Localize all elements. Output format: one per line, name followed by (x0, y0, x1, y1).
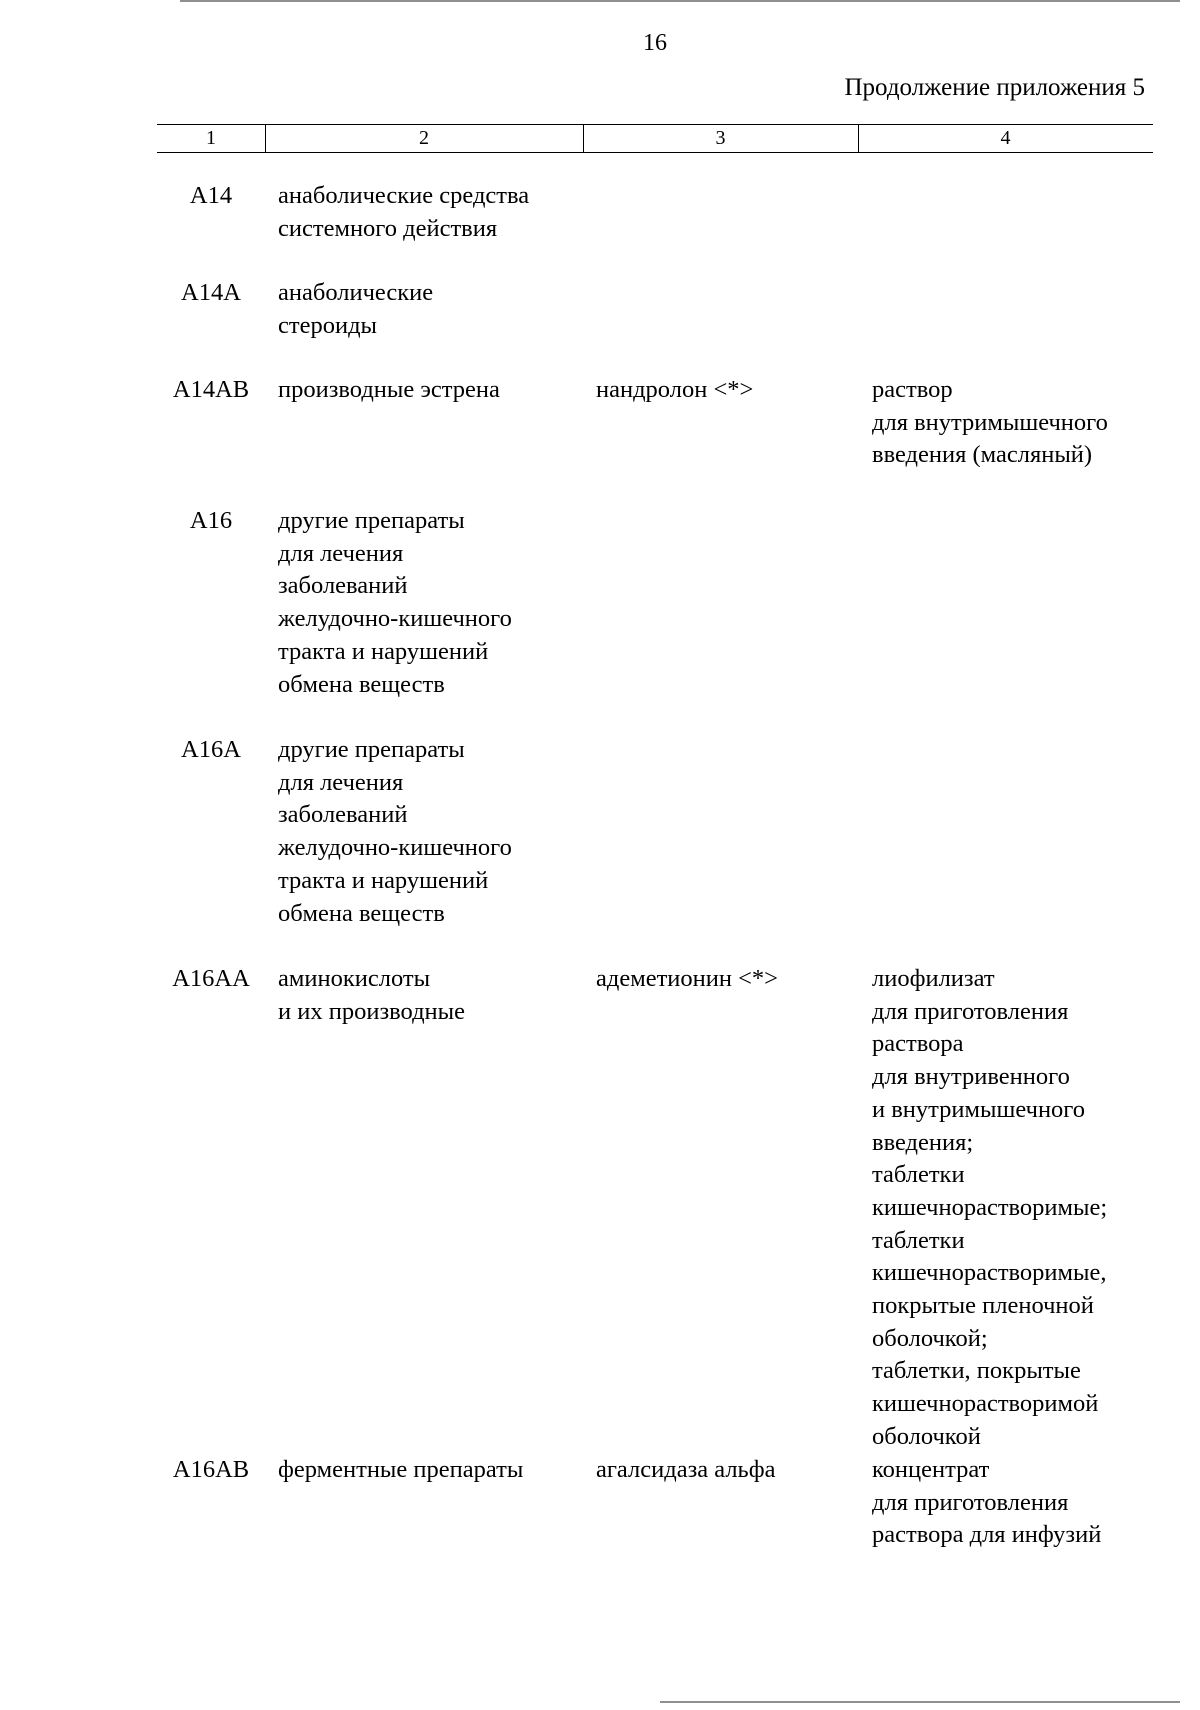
header-col-1: 1 (206, 127, 216, 149)
drug-name: адеметионин <*> (596, 965, 779, 992)
atc-code: A14 (189, 182, 233, 209)
header-col-2: 2 (419, 127, 429, 149)
anatomical-therapeutic-group: анаболические средства системного действия (278, 182, 530, 242)
anatomical-therapeutic-group: другие препараты для лечения заболеваний желудочно-кишечного тракта и нарушений обмена веществ (278, 507, 512, 698)
atc-code: A16 (189, 507, 233, 534)
atc-code: A16AA (172, 965, 250, 992)
page-number: 16 (643, 30, 667, 56)
dosage-form: раствор для внутримышечного введения (масляный) (872, 376, 1108, 469)
dosage-form: лиофилизат для приготовления раствора для внутривенного и внутримышечного введения; таблетки кишечнорастворимые; таблетки кишечнорастворимые, покрытые пленочной оболочкой; таблетки, покрытые кишечнорастворимой оболочкой (872, 965, 1108, 1450)
scan-edge-top (180, 0, 1180, 2)
column-number-header (157, 124, 1153, 153)
dosage-form: концентрат для приготовления раствора для инфузий (872, 1456, 1102, 1549)
anatomical-therapeutic-group: анаболические стероиды (278, 279, 434, 339)
appendix-title: Продолжение приложения 5 (844, 74, 1145, 101)
anatomical-therapeutic-group: аминокислоты и их производные (278, 965, 465, 1025)
header-col-4: 4 (1000, 127, 1011, 149)
anatomical-therapeutic-group: другие препараты для лечения заболеваний желудочно-кишечного тракта и нарушений обмена веществ (278, 736, 512, 927)
atc-code: A16A (181, 736, 241, 763)
anatomical-therapeutic-group: ферментные препараты (278, 1456, 524, 1483)
drug-name: нандролон <*> (596, 376, 754, 403)
atc-code: A14AB (172, 376, 250, 403)
atc-code: A14A (181, 279, 241, 306)
scan-edge-bottom (660, 1701, 1180, 1703)
atc-code: A16AB (172, 1456, 250, 1483)
drug-name: агалсидаза альфа (596, 1456, 776, 1483)
header-col-3: 3 (715, 127, 726, 149)
anatomical-therapeutic-group: производные эстрена (278, 376, 500, 403)
